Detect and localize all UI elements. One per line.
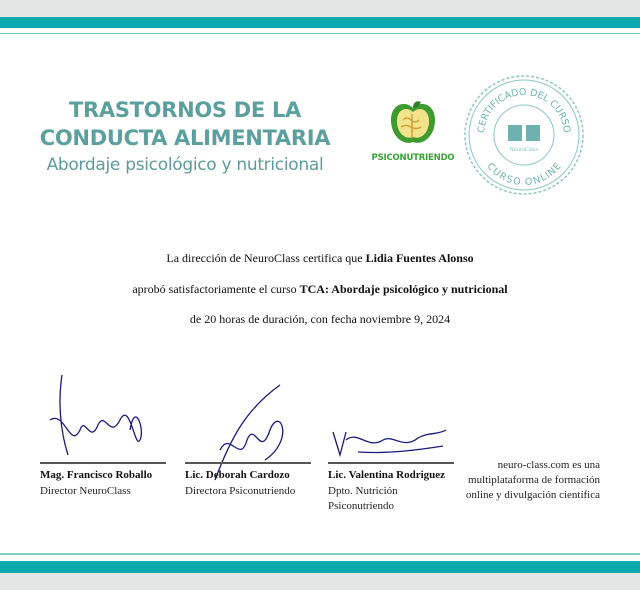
signature-line — [328, 462, 454, 464]
handwritten-signature — [40, 370, 166, 470]
bottom-divider — [0, 553, 640, 555]
bottom-gray-band — [0, 573, 640, 590]
top-teal-band — [0, 17, 640, 28]
course-name: TCA: Abordaje psicológico y nutricional — [299, 282, 508, 296]
title-line-2: CONDUCTA ALIMENTARIA — [39, 126, 331, 150]
svg-text:NeuroClass: NeuroClass — [509, 147, 539, 153]
top-gray-band — [0, 0, 640, 17]
apple-brain-icon — [383, 100, 443, 148]
neuroclass-note: neuro-class.com es una multiplataforma de formación online y divulgación científica — [465, 459, 600, 501]
book-icon — [508, 125, 540, 141]
psiconutriendo-logo — [370, 100, 456, 163]
subtitle: Abordaje psicológico y nutricional — [46, 155, 324, 175]
signature-line — [40, 462, 166, 464]
bottom-teal-band — [0, 561, 640, 573]
duration-line: de 20 horas de duración, con fecha noviembre 9, 2024 — [189, 312, 451, 326]
top-divider — [0, 33, 640, 34]
svg-text:CURSO ONLINE: CURSO ONLINE — [484, 160, 564, 189]
handwritten-signature — [328, 370, 454, 470]
course-title-block — [30, 96, 340, 178]
title-line-1: TRASTORNOS DE LA — [68, 98, 301, 122]
course-line: aprobó satisfactoriamente el curso TCA: Abordaje psicológico y nutricional — [132, 282, 508, 296]
signature-line — [185, 462, 311, 464]
svg-text:CERTIFICADO DEL CURSO: CERTIFICADO DEL CURSO — [475, 86, 573, 134]
certificate-seal — [462, 73, 586, 202]
certify-line: La dirección de NeuroClass certifica que Lidia Fuentes Alonso — [166, 251, 474, 265]
recipient-name: Lidia Fuentes Alonso — [365, 251, 474, 265]
logo-name: PSICONUTRIENDO — [371, 153, 455, 163]
